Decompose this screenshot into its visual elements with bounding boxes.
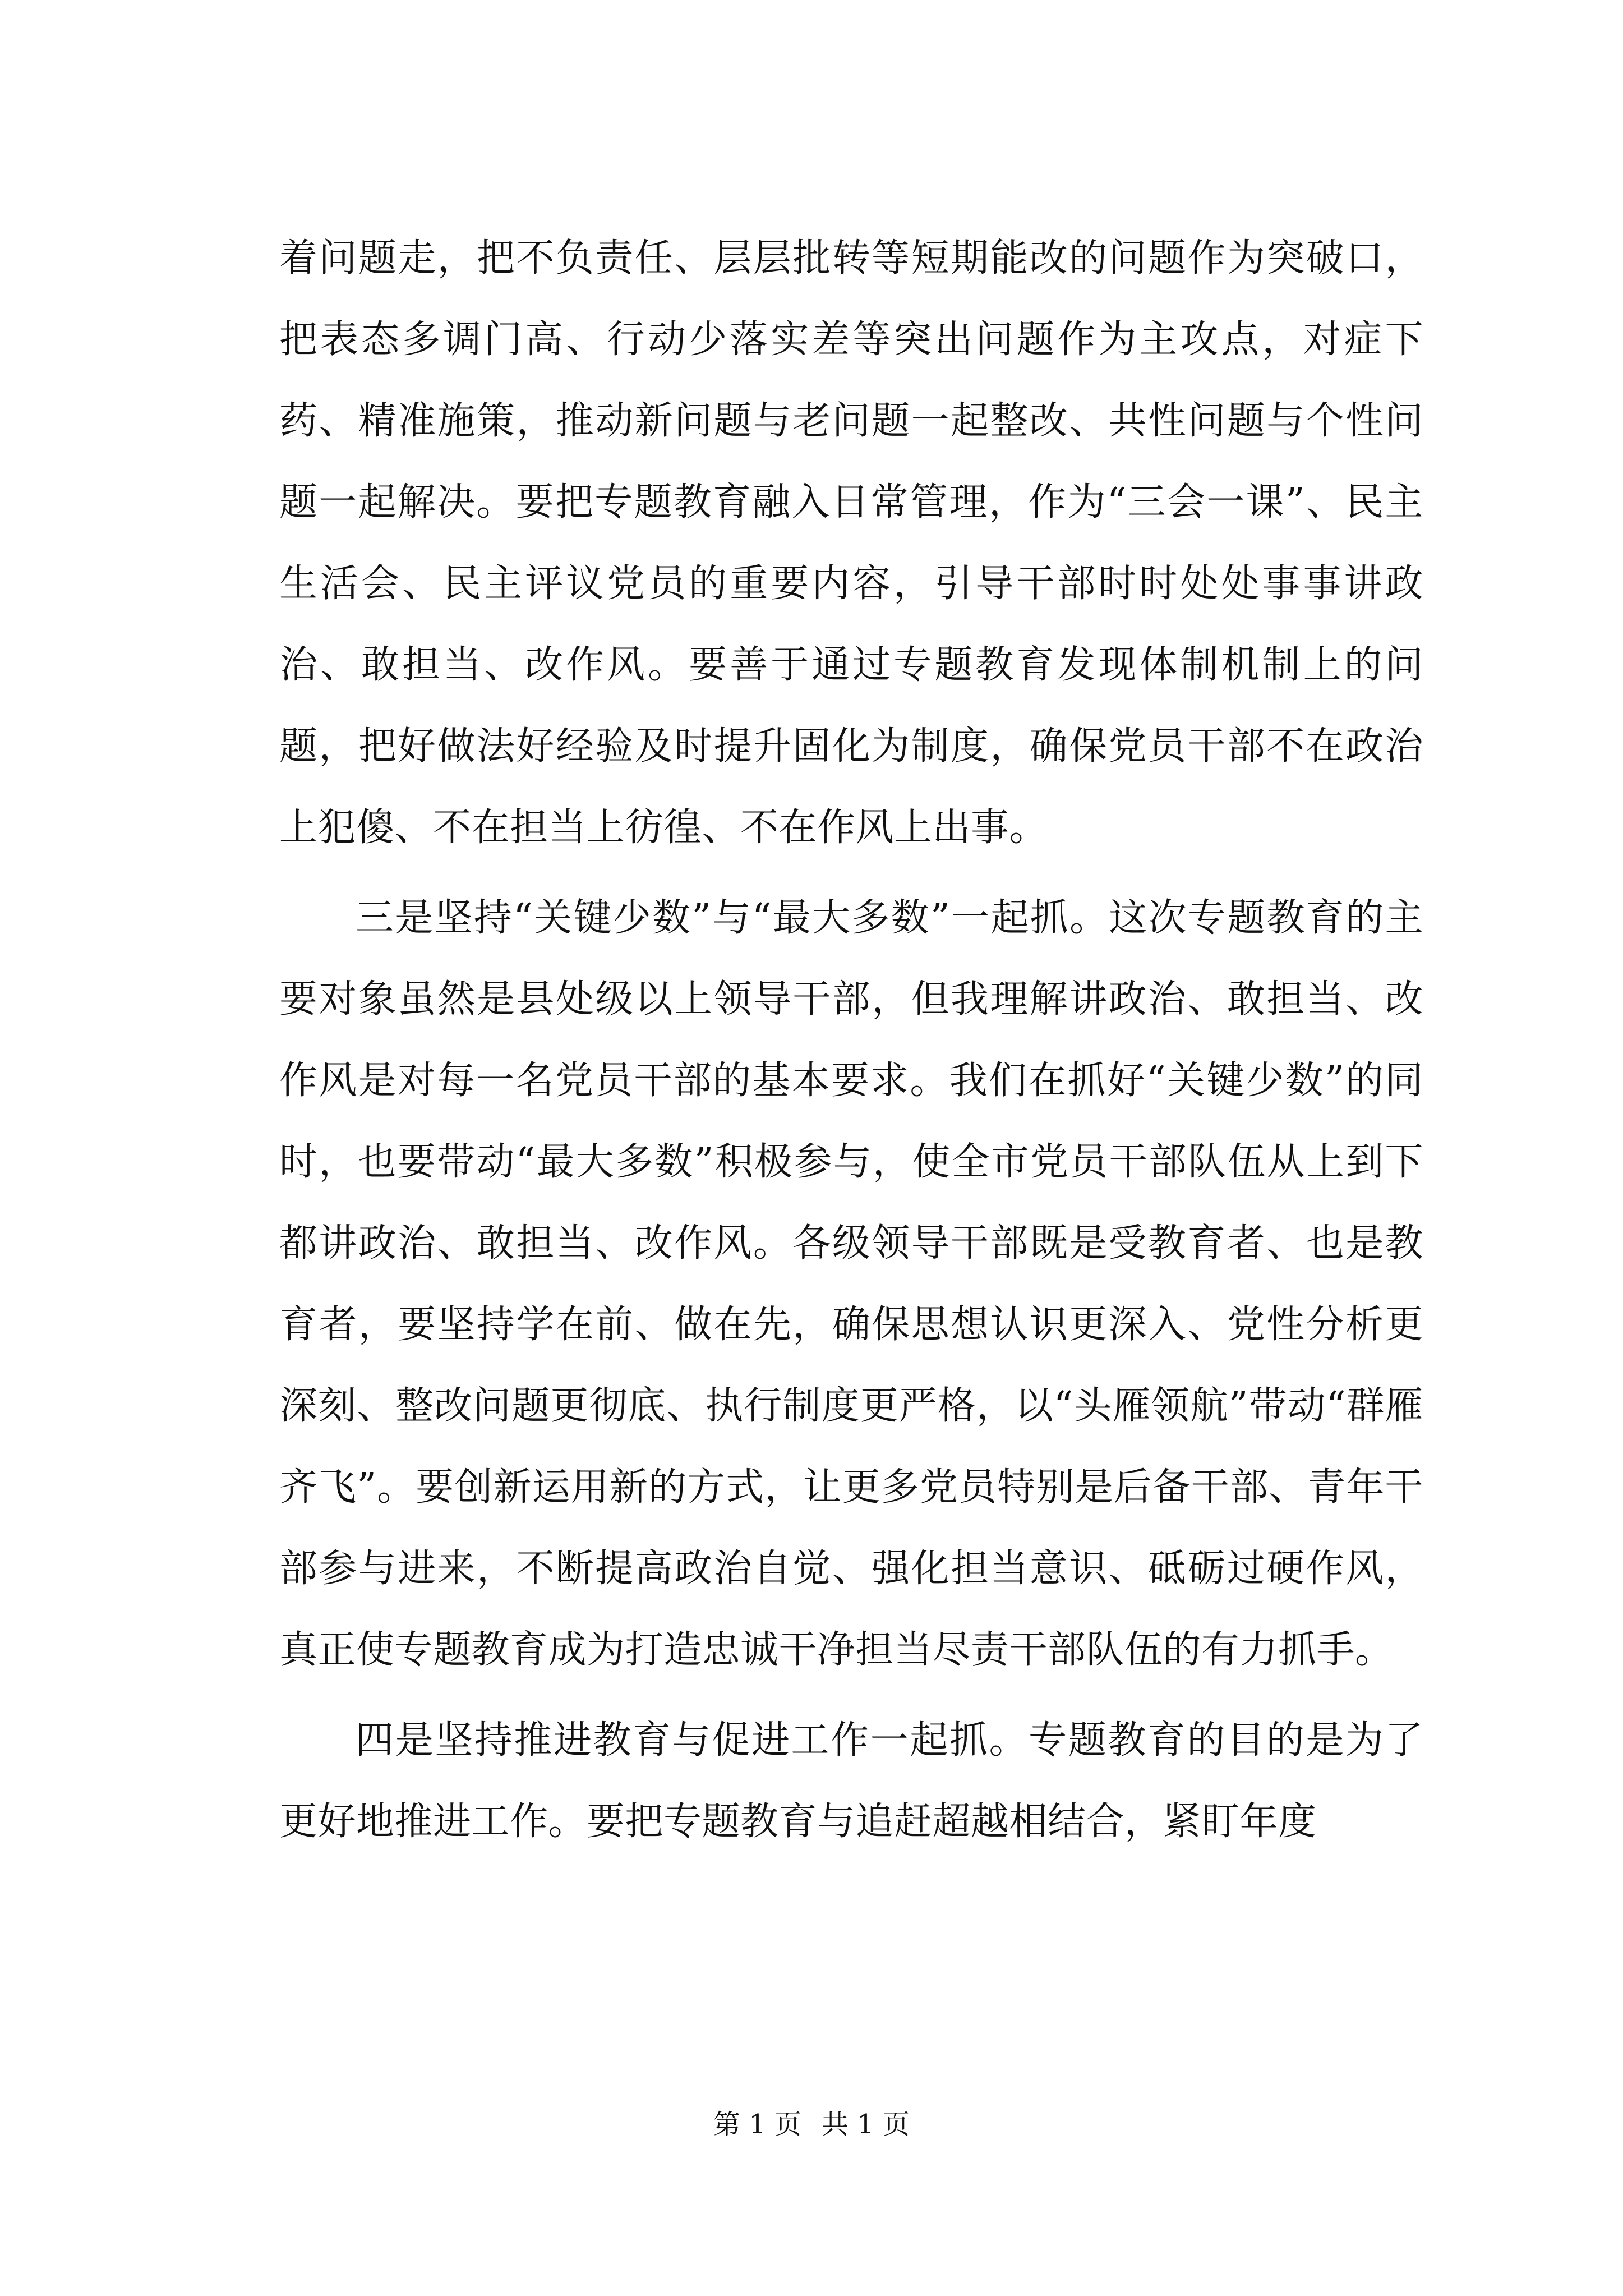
page-number: 第 1 页 [713, 2109, 801, 2140]
paragraph-1: 着问题走，把不负责任、层层批转等短期能改的问题作为突破口，把表态多调门高、行动少落实差等突出问题作为主攻点，对症下药、精准施策，推动新问题与老问题一起整改、共性问题与个性问题一起解决。要把专题教育融入日常管理，作为“三会一课”、民主生活会、民主评议党员的重要内容，引导干部时时处处事事讲政治、敢担当、改作风。要善于通过专题教育发现体制机制上的问题，把好做法好经验及时提升固化为制度，确保党员干部不在政治上犯傻、不在担当上彷徨、不在作风上出事。 [279, 236, 1423, 850]
paragraph-2: 三是坚持“关键少数”与“最大多数”一起抓。这次专题教育的主要对象虽然是县处级以上领导干部，但我理解讲政治、敢担当、改作风是对每一名党员干部的基本要求。我们在抓好“关键少数”的同时，也要带动“最大多数”积极参与，使全市党员干部队伍从上到下都讲政治、敢担当、改作风。各级领导干部既是受教育者、也是教育者，要坚持学在前、做在先，确保思想认识更深入、党性分析更深刻、整改问题更彻底、执行制度更严格，以“头雁领航”带动“群雁齐飞”。要创新运用新的方式，让更多党员特别是后备干部、青年干部参与进来，不断提高政治自觉、强化担当意识、砥砺过硬作风，真正使专题教育成为打造忠诚干净担当尽责干部队伍的有力抓手。 [279, 896, 1423, 1672]
paragraph-3: 四是坚持推进教育与促进工作一起抓。专题教育的目的是为了更好地推进工作。要把专题教育与追赶超越相结合，紧盯年度 [279, 1718, 1423, 1844]
document-body [279, 218, 1423, 1862]
page-footer [0, 2102, 1623, 2141]
page-total: 共 1 页 [822, 2109, 910, 2140]
